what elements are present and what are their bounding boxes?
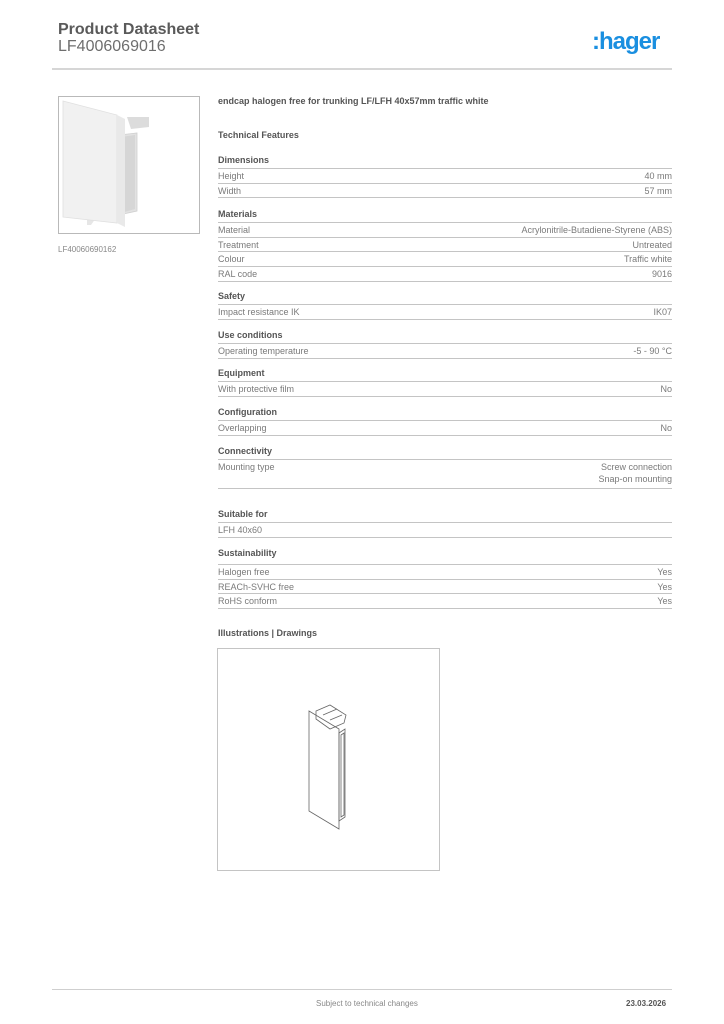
spec-value: No [660, 384, 672, 394]
product-code: LF4006069016 [58, 38, 166, 55]
endcap-drawing-icon [218, 649, 439, 870]
spec-value: Untreated [632, 239, 672, 250]
product-description: endcap halogen free for trunking LF/LFH 40x57mm traffic white [218, 96, 489, 106]
spec-value: 9016 [651, 269, 672, 280]
spec-row [218, 252, 672, 267]
spec-row [218, 565, 672, 580]
spec-row [218, 460, 672, 489]
spec-row [218, 305, 672, 320]
spec-label: Colour [218, 254, 245, 265]
spec-value: Yes [657, 567, 672, 577]
group-configuration [218, 407, 672, 436]
group-suitable-for [218, 509, 672, 538]
photo-caption: LF40060690162 [58, 245, 117, 254]
spec-label: REACh-SVHC free [218, 581, 295, 592]
spec-label: Height [218, 171, 245, 181]
technical-drawing [217, 648, 440, 871]
spec-label: Overlapping [218, 423, 267, 433]
group-sustainability [218, 548, 672, 609]
spec-value: IK07 [653, 307, 672, 317]
spec-value: Yes [657, 596, 672, 607]
spec-value: -5 - 90 °C [633, 346, 672, 356]
spec-value: Yes [657, 581, 672, 592]
spec-value: No [660, 423, 672, 433]
group-title: Equipment [218, 368, 672, 382]
spec-row [218, 344, 672, 359]
group-use-conditions [218, 330, 672, 359]
spec-label: RAL code [218, 269, 258, 280]
page-title: Product Datasheet [58, 21, 200, 38]
footer-date: 23.03.2026 [626, 999, 667, 1008]
spec-label: Impact resistance IK [218, 307, 300, 317]
group-title: Configuration [218, 407, 672, 421]
group-title: Materials [218, 209, 672, 223]
spec-row [218, 421, 672, 436]
spec-label: LFH 40x60 [218, 525, 263, 535]
product-photo [58, 96, 200, 234]
group-materials [218, 209, 672, 282]
group-safety [218, 291, 672, 320]
group-title: Dimensions [218, 155, 672, 169]
spec-row [218, 580, 672, 595]
spec-value [598, 460, 672, 488]
spec-label: Width [218, 185, 242, 196]
group-title: Sustainability [218, 548, 672, 565]
spec-row [218, 523, 672, 538]
group-dimensions [218, 155, 672, 198]
group-title: Connectivity [218, 446, 672, 460]
spec-row [218, 184, 672, 199]
spec-row [218, 169, 672, 184]
spec-label: Operating temperature [218, 346, 309, 356]
spec-label: With protective film [218, 384, 295, 394]
group-connectivity [218, 446, 672, 489]
footer-note: Subject to technical changes [316, 999, 418, 1008]
hager-logo: :hager [592, 28, 660, 55]
spec-value: Acrylonitrile-Butadiene-Styrene (ABS) [521, 225, 672, 235]
spec-row [218, 223, 672, 238]
group-title: Suitable for [218, 509, 672, 523]
spec-row [218, 594, 672, 609]
spec-row [218, 382, 672, 397]
header-divider [52, 68, 672, 70]
spec-value-line: Screw connection [600, 462, 672, 472]
spec-label: Mounting type [218, 462, 275, 472]
spec-row [218, 238, 672, 253]
spec-label: Material [218, 225, 251, 235]
group-title: Use conditions [218, 330, 672, 344]
group-equipment [218, 368, 672, 397]
spec-value: 40 mm [644, 171, 672, 181]
spec-label: RoHS conform [218, 596, 278, 607]
technical-features-title: Technical Features [218, 130, 299, 140]
spec-value: Traffic white [623, 254, 672, 265]
spec-row [218, 267, 672, 282]
group-title: Safety [218, 291, 672, 305]
spec-value-line: Snap-on mounting [598, 474, 672, 484]
spec-label: Treatment [218, 239, 259, 250]
footer-divider [52, 989, 672, 990]
spec-value: 57 mm [644, 185, 672, 196]
spec-label: Halogen free [218, 567, 270, 577]
illustrations-title: Illustrations | Drawings [218, 628, 318, 638]
endcap-photo-icon [59, 97, 199, 233]
